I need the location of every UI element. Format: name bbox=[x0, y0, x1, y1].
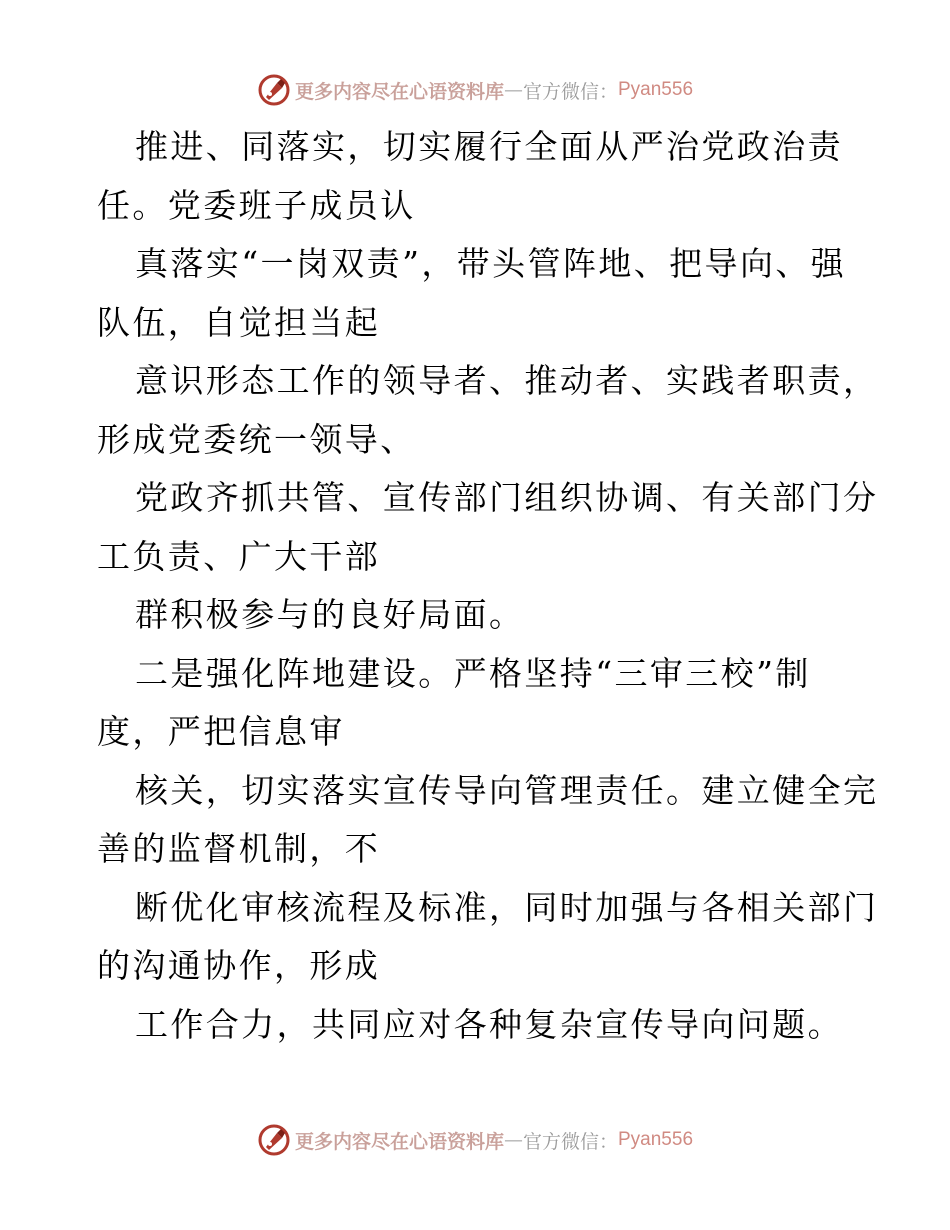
banner-wechat-id: Pyan556 bbox=[618, 79, 694, 100]
text-line: 二是强化阵地建设。严格坚持“三审三校”制 bbox=[135, 653, 811, 693]
text-line: 核关，切实落实宣传导向管理责任。建立健全完 bbox=[135, 770, 879, 810]
text-line: 善的监督机制，不 bbox=[97, 829, 381, 868]
banner-main-text: 更多内容尽在心语资料库 bbox=[294, 1130, 504, 1153]
banner-label: 官方微信： bbox=[522, 1130, 618, 1153]
text-line: 群积极参与的良好局面。 bbox=[135, 595, 525, 634]
text-line: 工作合力，共同应对各种复杂宣传导向问题。 bbox=[135, 1004, 843, 1044]
banner-text bbox=[295, 1127, 693, 1154]
document-body bbox=[97, 118, 877, 1054]
text-line: 党政齐抓共管、宣传部门组织协调、有关部门分 bbox=[135, 478, 879, 517]
banner-main-text: 更多内容尽在心语资料库 bbox=[294, 80, 504, 103]
banner-text bbox=[295, 77, 693, 104]
header-banner bbox=[0, 70, 950, 110]
banner-label: 官方微信： bbox=[522, 80, 618, 103]
text-line: 断优化审核流程及标准，同时加强与各相关部门 bbox=[135, 887, 879, 927]
banner-dash: — bbox=[503, 1129, 523, 1151]
text-line: 队伍，自觉担当起 bbox=[97, 302, 381, 342]
pen-nib-logo-icon bbox=[257, 1123, 291, 1157]
text-line: 意识形态工作的领导者、推动者、实践者职责， bbox=[135, 361, 879, 400]
text-line: 的沟通协作，形成 bbox=[97, 946, 381, 985]
banner-dash: — bbox=[503, 79, 523, 101]
text-line: 真落实“一岗双责”，带头管阵地、把导向、强 bbox=[135, 244, 847, 283]
banner-wechat-id: Pyan556 bbox=[618, 1129, 694, 1150]
text-line: 推进、同落实，切实履行全面从严治党政治责 bbox=[135, 127, 843, 166]
text-line: 形成党委统一领导、 bbox=[97, 419, 416, 459]
text-line: 任。党委班子成员认 bbox=[97, 185, 416, 225]
pen-nib-logo-icon bbox=[257, 73, 291, 107]
text-line: 度，严把信息审 bbox=[97, 712, 345, 751]
footer-banner bbox=[0, 1120, 950, 1160]
text-line: 工负责、广大干部 bbox=[97, 536, 381, 576]
